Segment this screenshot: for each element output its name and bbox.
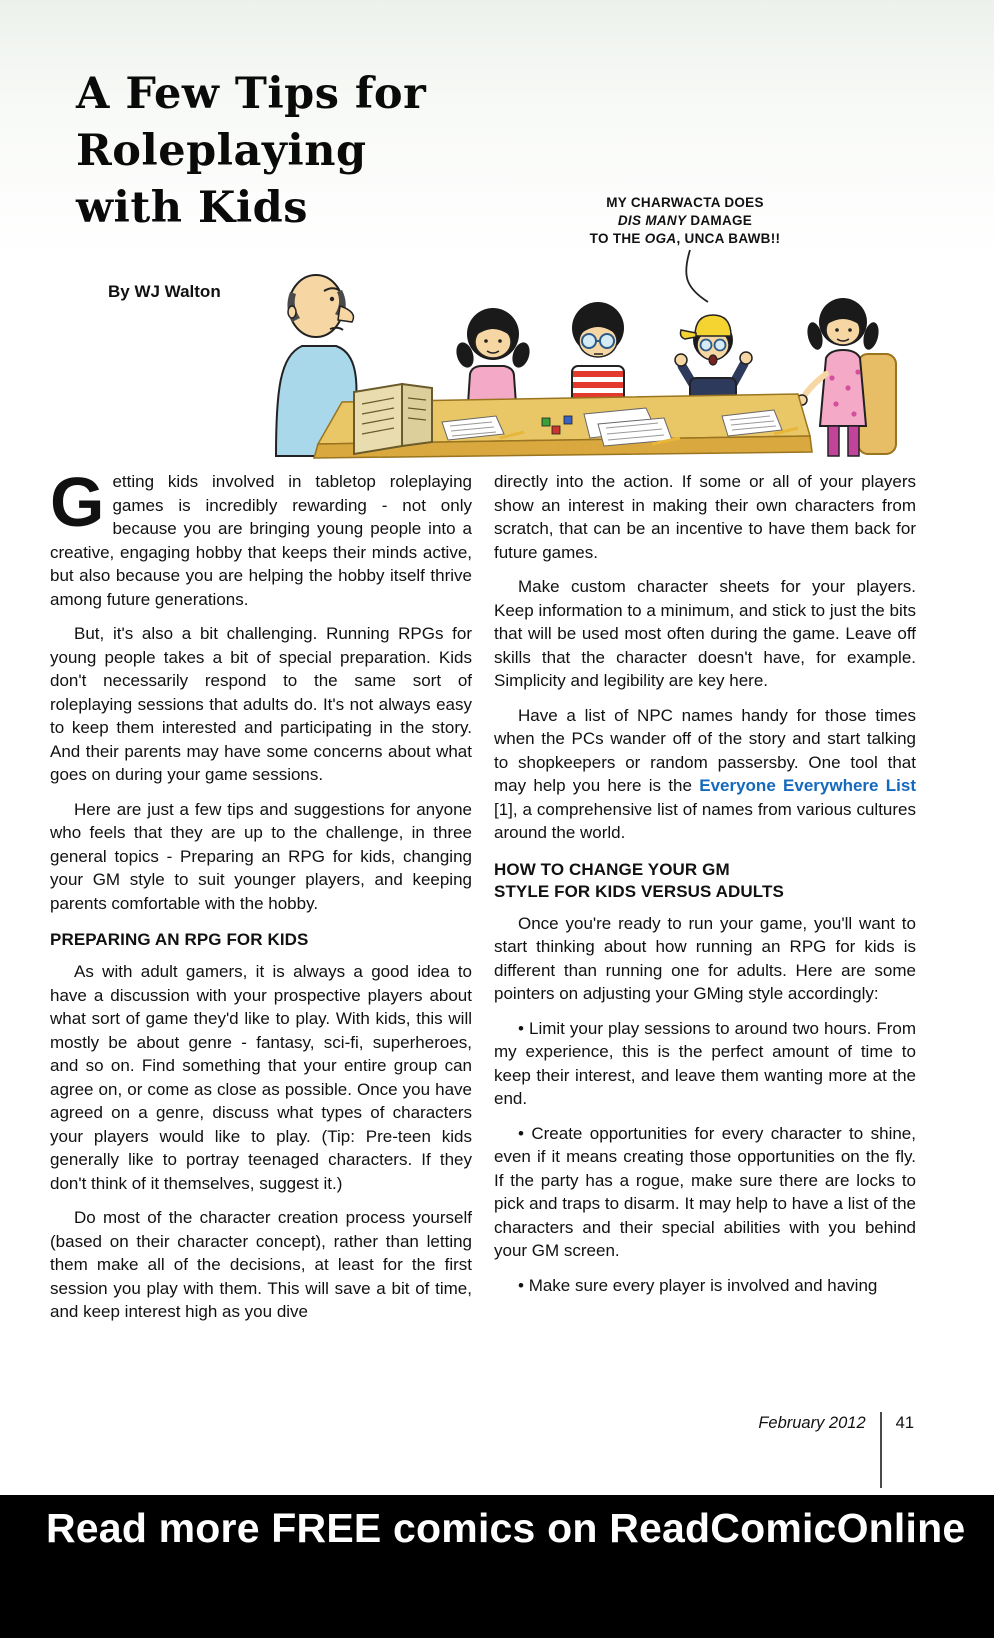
paragraph: Do most of the character creation process yourself (based on their character concept), rather than letting them make all of the decisions, at least for the first session you play with them. This will save a bit of time, and keep interest high as you dive: [50, 1208, 472, 1321]
page-footer: [758, 1412, 914, 1488]
section-heading-preparing: PREPARING AN RPG FOR KIDS: [50, 930, 309, 949]
drop-cap: G: [50, 463, 105, 541]
girl-pink-figure: [453, 308, 532, 410]
banner-text[interactable]: Read more FREE comics on ReadComicOnline: [46, 1505, 966, 1551]
bullet-item: • Limit your play sessions to around two hours. From my experience, this is the perfect amount of time to keep their interest, and leave them wanting more at the end.: [494, 1018, 916, 1108]
paragraph: Make custom character sheets for your players. Keep information to a minimum, and stick to just the bits that will be used most often during the game. Leave off skills that the character doesn't have, for example. Simplicity and legibility are key here.: [494, 577, 916, 690]
article-body: [50, 463, 916, 1335]
bullet-glyph: •: [518, 1275, 524, 1295]
paragraph-intro: Getting kids involved in tabletop roleplaying games is incredibly rewarding - not only because you are bringing young people into a creative, engaging hobby that keeps their minds active, but also because you are helping the hobby itself thrive among future generations.: [50, 463, 472, 609]
title-line-1: A Few Tips for: [76, 69, 427, 119]
speech-line-2: DIS MANY DAMAGE: [617, 213, 753, 229]
gm-screen: [354, 384, 432, 454]
right-column: [494, 470, 916, 1335]
left-column: [50, 463, 472, 1335]
bullet-item: • Make sure every player is involved and having: [518, 1275, 878, 1295]
paragraph: As with adult gamers, it is always a good idea to have a discussion with your prospective players about what sort of game they'd like to play. With kids, this will mostly be about genre - fantasy, sci-fi, superheroes, and so on. Find something that your entire group can agree on, or come as close as possible. Once you have agreed on a genre, discuss what types of characters your players would like to play. (Tip: Pre-teen kids generally like to portray teenaged characters. If they don't think of it themselves, suggest it.): [50, 962, 472, 1193]
paragraph: directly into the action. If some or all of your players show an interest in making their own characters from scratch, that can be an incentive to have them back for future games.: [494, 472, 916, 562]
page-number: 41: [895, 1414, 914, 1432]
speech-line-3: TO THE OGA, UNCA BAWB!!: [589, 231, 781, 247]
readcomiconline-banner[interactable]: [0, 1495, 994, 1638]
paragraph-with-link: Have a list of NPC names handy for those times when the PCs wander off of the story and start talking to shopkeepers or random passersby. One tool that may help you here is the Everyone Everywhere List [1], a comprehensive list of names from various cultures around the world.: [494, 705, 916, 842]
boy-striped-figure: [572, 302, 624, 410]
byline: By WJ Walton: [108, 282, 221, 301]
bullet-item: • Create opportunities for every character to shine, even if it means creating those opportunities on the fly. If the party has a rogue, make sure there are locks to pick and traps to disarm. It may help to have a list of the characters and their special abilities with you behind your GM screen.: [494, 1123, 916, 1260]
capped-kid-figure: [675, 315, 752, 406]
paragraph: Once you're ready to run your game, you'll want to start thinking about how running an RPG for kids is different than running one for adults. Here are some pointers on adjusting your GMing style accordingly:: [494, 913, 916, 1003]
section-heading-gm-style: HOW TO CHANGE YOUR GM STYLE FOR KIDS VERSUS ADULTS: [494, 859, 784, 901]
speech-line-1: MY CHARWACTA DOES: [606, 195, 764, 210]
bullet-glyph: •: [518, 1123, 524, 1143]
paragraph: Here are just a few tips and suggestions for anyone who feels that they are up to the challenge, in three general topics - Preparing an RPG for kids, changing your GM style to suit younger players, and keeping parents comfortable with the hobby.: [50, 799, 472, 913]
bullet-glyph: •: [518, 1018, 524, 1038]
footer-divider: [880, 1412, 882, 1488]
speech-bubble: [556, 194, 814, 249]
title-line-2: Roleplaying: [76, 126, 367, 176]
paragraph: But, it's also a bit challenging. Running RPGs for young people takes a bit of special preparation. Kids don't necessarily respond to the same sort of roleplaying sessions that adults do. It's not always easy to keep them interested and participating in the story. And their parents may have some concerns about what goes on during your game sessions.: [50, 624, 472, 784]
issue-date: February 2012: [758, 1414, 866, 1432]
everyone-everywhere-list-link[interactable]: Everyone Everywhere List: [699, 776, 916, 795]
title-line-3: with Kids: [76, 183, 308, 233]
speech-pointer-line: [686, 250, 708, 302]
